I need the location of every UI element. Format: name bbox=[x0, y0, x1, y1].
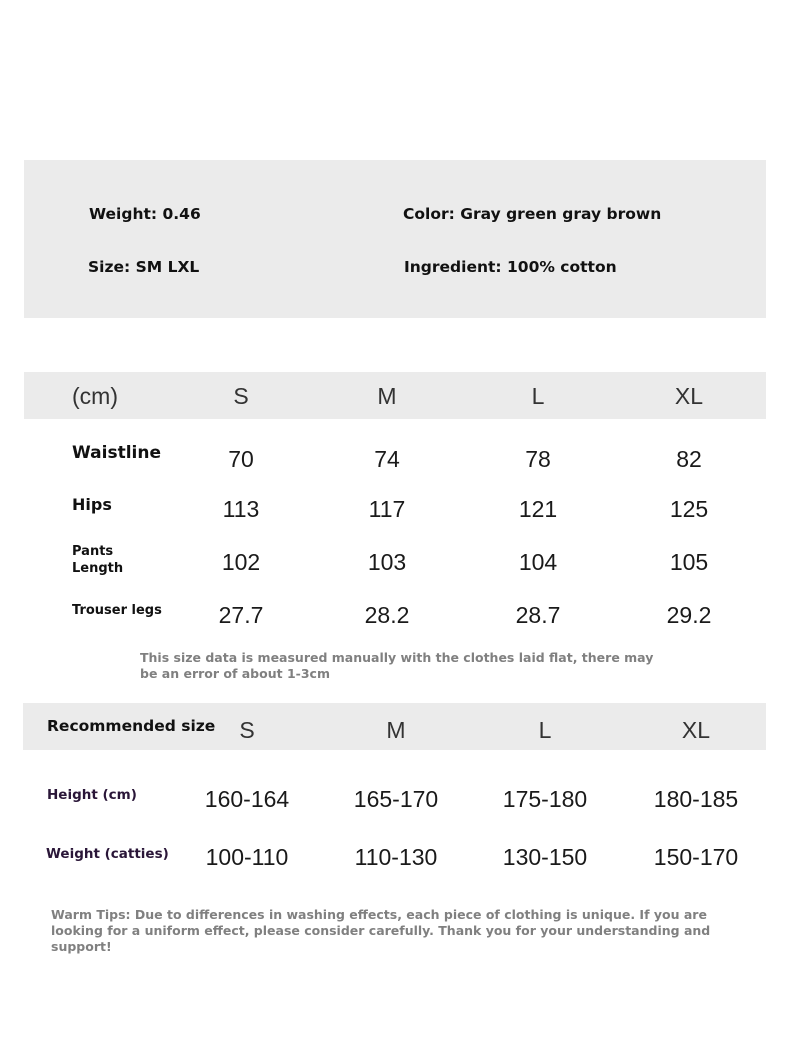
table-cell: 110-130 bbox=[354, 844, 438, 870]
row-label-hips: Hips bbox=[72, 495, 112, 514]
table-cell: 105 bbox=[669, 549, 709, 575]
ingredient-info: Ingredient: 100% cotton bbox=[404, 258, 617, 276]
weight-info: Weight: 0.46 bbox=[89, 205, 201, 223]
row-label-pants: Pants bbox=[72, 544, 114, 559]
table-cell: 180-185 bbox=[653, 786, 739, 812]
rec-col-m: M bbox=[386, 717, 406, 743]
color-info: Color: Gray green gray brown bbox=[403, 205, 662, 223]
size-col-s: S bbox=[233, 383, 249, 409]
size-col-m: M bbox=[377, 383, 397, 409]
row-label-length: Length bbox=[72, 561, 124, 576]
table-cell: 29.2 bbox=[666, 602, 712, 628]
product-info-panel bbox=[24, 160, 766, 318]
table-cell: 70 bbox=[228, 446, 254, 472]
rec-col-s: S bbox=[239, 717, 255, 743]
warm-tips: Warm Tips: Due to differences in washing effects, each piece of clothing is unique. If you are looking for a uniform effect, please consider carefully. Thank you for your understanding and support! bbox=[51, 907, 711, 954]
size-col-l: L bbox=[531, 383, 545, 409]
measurement-note: This size data is measured manually with the clothes laid flat, there may be an error of about 1-3cm bbox=[140, 650, 654, 681]
table-cell: 160-164 bbox=[204, 786, 290, 812]
table-cell: 74 bbox=[374, 446, 400, 472]
row-label-height: Height (cm) bbox=[47, 787, 137, 803]
table-cell: 78 bbox=[525, 446, 551, 472]
table-cell: 121 bbox=[518, 496, 558, 522]
table-cell: 113 bbox=[222, 496, 260, 522]
table-cell: 104 bbox=[518, 549, 558, 575]
table-cell: 82 bbox=[676, 446, 702, 472]
row-label-waistline: Waistline bbox=[72, 443, 161, 463]
recommend-table-header bbox=[23, 703, 766, 750]
table-cell: 175-180 bbox=[502, 786, 588, 812]
table-cell: 130-150 bbox=[502, 844, 588, 870]
size-table-header bbox=[24, 372, 766, 419]
table-cell: 117 bbox=[368, 496, 406, 522]
table-cell: 28.2 bbox=[364, 602, 410, 628]
row-label-weight: Weight (catties) bbox=[46, 846, 169, 862]
table-cell: 125 bbox=[669, 496, 709, 522]
size-info: Size: SM LXL bbox=[88, 258, 200, 276]
unit-label: (cm) bbox=[72, 383, 118, 409]
table-cell: 165-170 bbox=[353, 786, 439, 812]
table-cell: 150-170 bbox=[653, 844, 739, 870]
table-cell: 100-110 bbox=[205, 844, 289, 870]
table-cell: 103 bbox=[367, 549, 407, 575]
size-col-xl: XL bbox=[674, 383, 704, 409]
rec-col-xl: XL bbox=[681, 717, 711, 743]
row-label-trouser-legs: Trouser legs bbox=[72, 603, 162, 618]
table-cell: 27.7 bbox=[218, 602, 264, 628]
table-cell: 102 bbox=[221, 549, 261, 575]
table-cell: 28.7 bbox=[515, 602, 561, 628]
rec-col-l: L bbox=[538, 717, 552, 743]
recommended-size-label: Recommended size bbox=[47, 717, 216, 735]
